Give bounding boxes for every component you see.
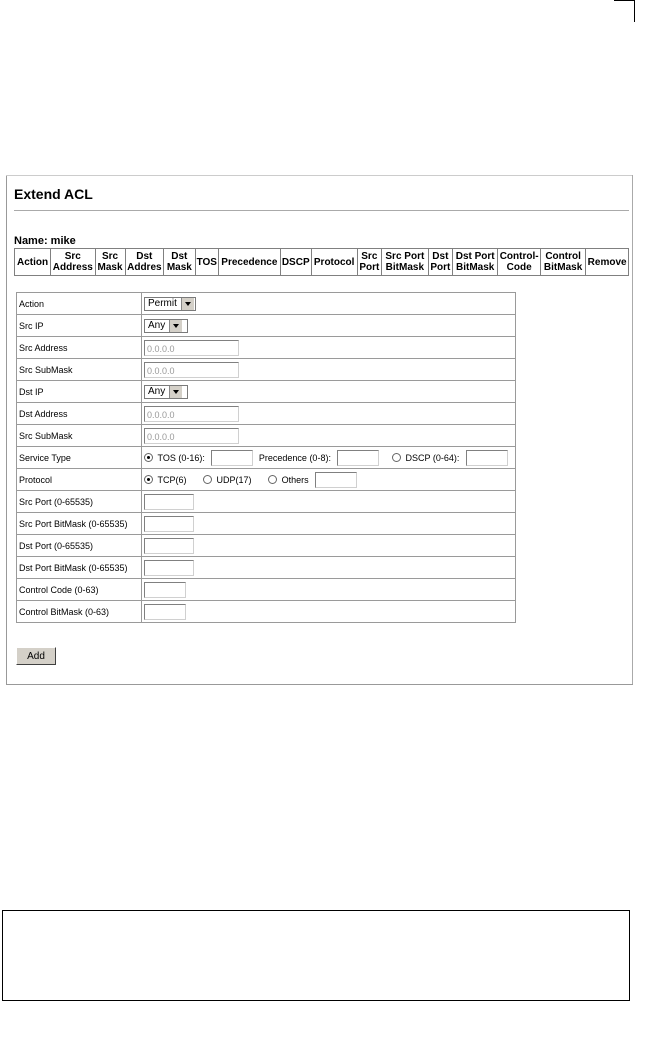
column-header: Src Port BitMask bbox=[382, 249, 429, 276]
column-header: Src Port bbox=[357, 249, 381, 276]
protocol-label: Protocol bbox=[17, 469, 142, 491]
protocol-cell bbox=[142, 469, 516, 491]
dst-port-bitmask-cell bbox=[142, 557, 516, 579]
dst-address-cell bbox=[142, 403, 516, 425]
others-radio[interactable] bbox=[268, 475, 277, 484]
form-row-control-bitmask bbox=[17, 601, 516, 623]
column-header: Action bbox=[15, 249, 51, 276]
src-port-bitmask-label: Src Port BitMask (0-65535) bbox=[17, 513, 142, 535]
tos-radio[interactable] bbox=[144, 453, 153, 462]
column-header: Src Mask bbox=[95, 249, 125, 276]
udp-radio-label: UDP(17) bbox=[216, 474, 252, 485]
column-header: Remove bbox=[586, 249, 629, 276]
dst-address-input[interactable]: 0.0.0.0 bbox=[144, 406, 239, 422]
column-header: Control BitMask bbox=[540, 249, 585, 276]
dst-address-label: Dst Address bbox=[17, 403, 142, 425]
form-row-control-code bbox=[17, 579, 516, 601]
service-type-cell bbox=[142, 447, 516, 469]
form-row-dst-ip bbox=[17, 381, 516, 403]
action-label: Action bbox=[17, 293, 142, 315]
acl-rule-table bbox=[14, 248, 629, 276]
others-protocol-input[interactable] bbox=[315, 472, 357, 488]
form-row-service-type bbox=[17, 447, 516, 469]
dst-port-bitmask-label: Dst Port BitMask (0-65535) bbox=[17, 557, 142, 579]
page-corner-mark bbox=[614, 0, 635, 22]
tos-input[interactable] bbox=[211, 450, 253, 466]
src-address-input[interactable]: 0.0.0.0 bbox=[144, 340, 239, 356]
column-header: Protocol bbox=[311, 249, 357, 276]
dst-submask-input[interactable]: 0.0.0.0 bbox=[144, 428, 239, 444]
form-row-src-ip bbox=[17, 315, 516, 337]
form-row-src-port bbox=[17, 491, 516, 513]
form-row-src-port-bitmask bbox=[17, 513, 516, 535]
column-header: Dst Addres bbox=[125, 249, 164, 276]
form-row-dst-submask bbox=[17, 425, 516, 447]
action-cell bbox=[142, 293, 516, 315]
src-address-label: Src Address bbox=[17, 337, 142, 359]
src-address-cell bbox=[142, 337, 516, 359]
chevron-down-icon bbox=[169, 386, 182, 398]
control-code-input[interactable] bbox=[144, 582, 186, 598]
control-code-label: Control Code (0-63) bbox=[17, 579, 142, 601]
chevron-down-icon bbox=[169, 320, 182, 332]
src-submask-label: Src SubMask bbox=[17, 359, 142, 381]
column-header: DSCP bbox=[280, 249, 311, 276]
dst-port-cell bbox=[142, 535, 516, 557]
column-header: Precedence bbox=[218, 249, 280, 276]
column-header: Dst Mask bbox=[164, 249, 195, 276]
action-select[interactable] bbox=[144, 297, 196, 311]
tcp-radio-label: TCP(6) bbox=[157, 474, 187, 485]
add-button[interactable]: Add bbox=[16, 647, 56, 665]
control-bitmask-label: Control BitMask (0-63) bbox=[17, 601, 142, 623]
column-header: Dst Port bbox=[428, 249, 452, 276]
others-radio-label: Others bbox=[281, 474, 309, 485]
dst-submask-label: Src SubMask bbox=[17, 425, 142, 447]
src-port-bitmask-cell bbox=[142, 513, 516, 535]
dst-ip-cell bbox=[142, 381, 516, 403]
dst-ip-label: Dst IP bbox=[17, 381, 142, 403]
panel-border-left bbox=[6, 175, 7, 685]
column-header: Dst Port BitMask bbox=[453, 249, 498, 276]
form-row-dst-port-bitmask bbox=[17, 557, 516, 579]
column-header: TOS bbox=[195, 249, 218, 276]
form-row-src-submask bbox=[17, 359, 516, 381]
udp-radio[interactable] bbox=[203, 475, 212, 484]
src-port-bitmask-input[interactable] bbox=[144, 516, 194, 532]
control-code-cell bbox=[142, 579, 516, 601]
panel-border-bottom bbox=[6, 684, 633, 685]
dscp-radio[interactable] bbox=[392, 453, 401, 462]
action-select-value: Permit bbox=[148, 298, 177, 309]
form-row-src-address bbox=[17, 337, 516, 359]
dst-ip-select-value: Any bbox=[148, 386, 166, 397]
src-submask-cell bbox=[142, 359, 516, 381]
column-header: Control-Code bbox=[498, 249, 541, 276]
src-ip-select-value: Any bbox=[148, 320, 166, 331]
form-row-protocol bbox=[17, 469, 516, 491]
form-row-dst-port bbox=[17, 535, 516, 557]
form-row-dst-address bbox=[17, 403, 516, 425]
dst-port-bitmask-input[interactable] bbox=[144, 560, 194, 576]
src-port-cell bbox=[142, 491, 516, 513]
dst-port-label: Dst Port (0-65535) bbox=[17, 535, 142, 557]
src-ip-select[interactable] bbox=[144, 319, 188, 333]
page-title: Extend ACL bbox=[14, 186, 93, 202]
src-ip-label: Src IP bbox=[17, 315, 142, 337]
acl-name: Name: mike bbox=[14, 235, 76, 247]
acl-rule-form bbox=[16, 292, 516, 623]
acl-rule-header-row bbox=[15, 249, 629, 276]
dscp-input[interactable] bbox=[466, 450, 508, 466]
extend-acl-panel bbox=[6, 175, 633, 685]
panel-border-top bbox=[6, 175, 633, 176]
note-box bbox=[2, 910, 630, 1001]
dst-port-input[interactable] bbox=[144, 538, 194, 554]
dscp-radio-label: DSCP (0-64): bbox=[405, 452, 460, 463]
dst-submask-cell bbox=[142, 425, 516, 447]
precedence-input[interactable] bbox=[337, 450, 379, 466]
tcp-radio[interactable] bbox=[144, 475, 153, 484]
chevron-down-icon bbox=[181, 298, 194, 310]
service-type-label: Service Type bbox=[17, 447, 142, 469]
precedence-label: Precedence (0-8): bbox=[258, 452, 331, 463]
panel-border-right bbox=[632, 175, 633, 685]
title-divider bbox=[14, 210, 629, 211]
column-header: Src Address bbox=[51, 249, 95, 276]
control-bitmask-cell bbox=[142, 601, 516, 623]
src-port-label: Src Port (0-65535) bbox=[17, 491, 142, 513]
form-row-action bbox=[17, 293, 516, 315]
control-bitmask-input[interactable] bbox=[144, 604, 186, 620]
src-submask-input[interactable]: 0.0.0.0 bbox=[144, 362, 239, 378]
src-port-input[interactable] bbox=[144, 494, 194, 510]
tos-radio-label: TOS (0-16): bbox=[157, 452, 205, 463]
dst-ip-select[interactable] bbox=[144, 385, 188, 399]
src-ip-cell bbox=[142, 315, 516, 337]
